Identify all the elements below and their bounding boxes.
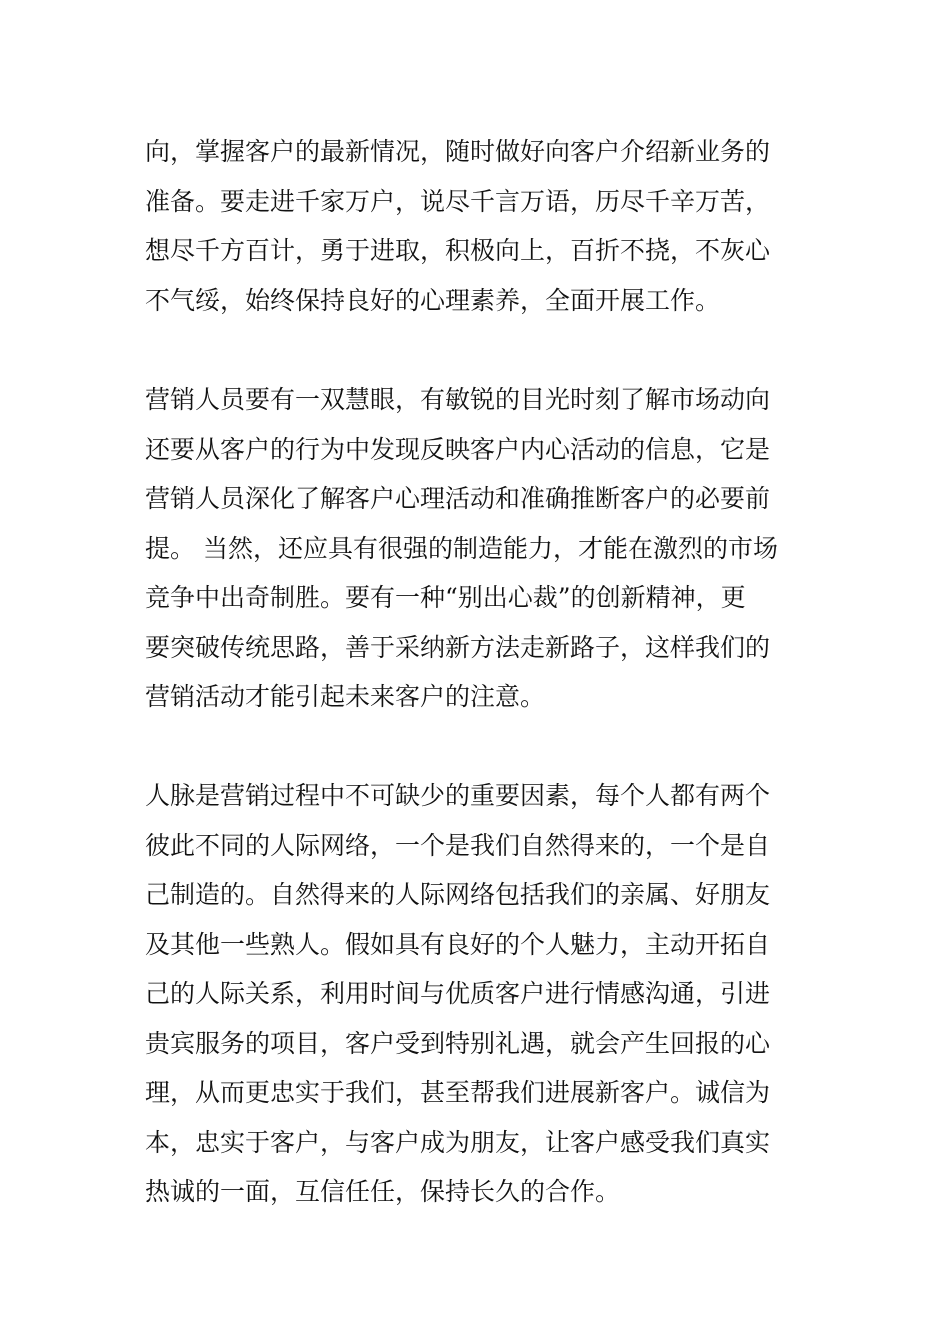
paragraph-2	[145, 375, 810, 722]
paragraph-line: 还要从客户的行为中发现反映客户内心活动的信息，它是	[145, 434, 771, 464]
paragraph-3	[145, 771, 810, 1217]
paragraph-line: 不气绥，始终保持良好的心理素养，全面开展工作。	[145, 285, 721, 315]
paragraph-line: 及其他一些熟人。假如具有良好的个人魅力，主动开拓自	[145, 929, 771, 959]
paragraph-line: 人脉是营销过程中不可缺少的重要因素，每个人都有两个	[145, 781, 771, 810]
paragraph-line: 贵宾服务的项目，客户受到特别礼遇，就会产生回报的心	[145, 1028, 771, 1058]
paragraph-line: 想尽千方百计，勇于进取，积极向上，百折不挠，不灰心	[145, 236, 771, 265]
paragraph-line: 己的人际关系，利用时间与优质客户进行情感沟通，引进	[145, 979, 771, 1008]
paragraph-line: 己制造的。自然得来的人际网络包括我们的亲属、好朋友	[145, 880, 771, 909]
paragraph-line: 营销人员深化了解客户心理活动和准确推断客户的必要前	[145, 484, 771, 513]
paragraph-line: 理，从而更忠实于我们，甚至帮我们进展新客户。诚信为	[145, 1078, 771, 1107]
paragraph-1	[145, 127, 810, 325]
paragraph-line: 彼此不同的人际网络，一个是我们自然得来的，一个是自	[145, 830, 771, 860]
paragraph-line: 准备。要走进千家万户，说尽千言万语，历尽千辛万苦，	[145, 186, 771, 216]
paragraph-line: 营销活动才能引起未来客户的注意。	[145, 682, 546, 711]
paragraph-line: 竞争中出奇制胜。要有一种“别出心裁”的创新精神，更	[145, 583, 746, 612]
paragraph-line: 本，忠实于客户，与客户成为朋友，让客户感受我们真实	[145, 1127, 771, 1157]
paragraph-line: 热诚的一面，互信任任，保持长久的合作。	[145, 1177, 621, 1206]
paragraph-line: 要突破传统思路，善于采纳新方法走新路子，这样我们的	[145, 632, 771, 662]
paragraph-line: 提。 当然，还应具有很强的制造能力，才能在激烈的市场	[145, 533, 778, 563]
paragraph-line: 向，掌握客户的最新情况，随时做好向客户介绍新业务的	[145, 137, 771, 166]
paragraph-line: 营销人员要有一双慧眼，有敏锐的目光时刻了解市场动向	[145, 385, 771, 414]
